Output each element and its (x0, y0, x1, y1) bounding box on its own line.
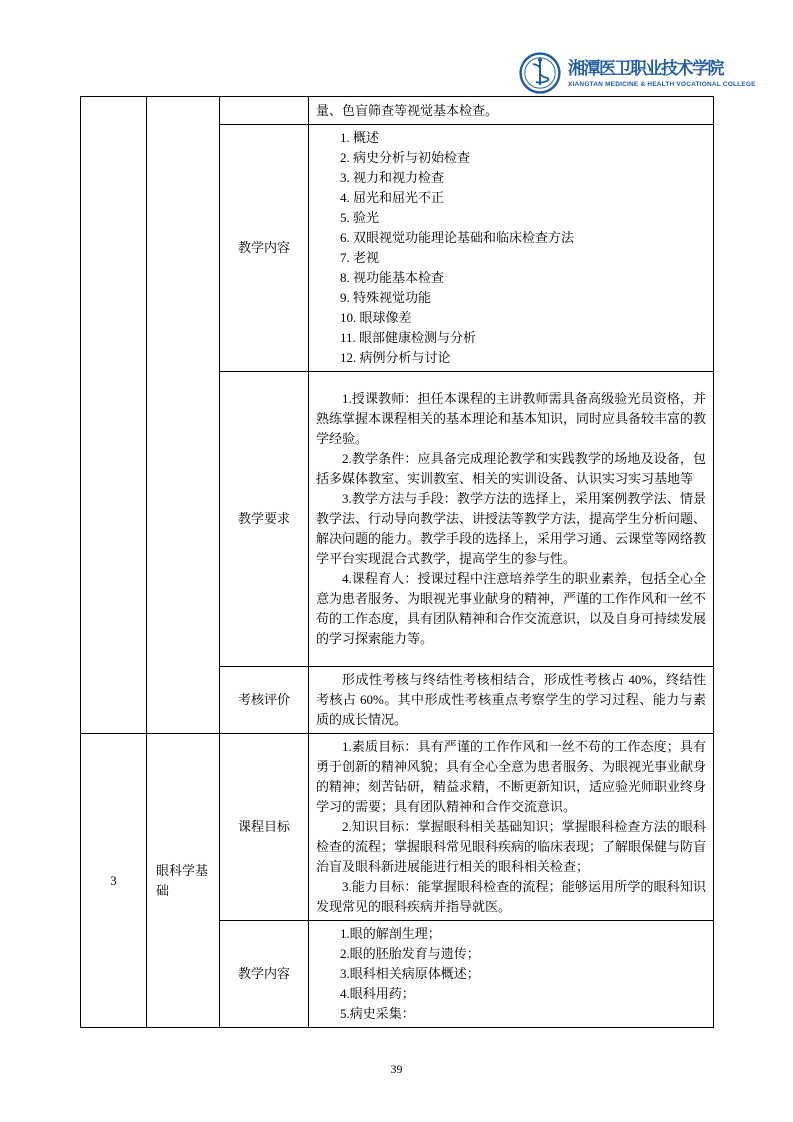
row-label-teaching-requirements: 教学要求 (220, 372, 309, 667)
list-item: 8. 视功能基本检查 (340, 270, 445, 285)
row-label-empty (220, 97, 309, 125)
list-item: 5.病史采集： (340, 1006, 415, 1021)
section-number (81, 734, 147, 1028)
teaching-requirements-cell (309, 372, 714, 667)
continuation-text: 量、色盲筛查等视觉基本检查。 (316, 102, 499, 118)
list-item: 4. 屈光和屈光不正 (340, 190, 445, 205)
syllabus-table (80, 96, 714, 1028)
course-name-cell (147, 734, 220, 1028)
paragraph: 4.课程育人：授课过程中注意培养学生的职业素养，包括全心全意为患者服务、为眼视光事业献身的精神，严谨的工作作风和一丝不苟的工作态度，具有团队精神和合作交流意识，以及自身可持续发展的学习探索能力等。 (316, 571, 707, 646)
paragraph: 1.素质目标：具有严谨的工作作风和一丝不苟的工作态度；具有勇于创新的精神风貌；具有全心全意为患者服务、为眼视光事业献身的精神；刻苦钻研，精益求精，不断更新知识，适应验光师职业终身学习的需要；具有团队精神和合作交流意识。 (316, 739, 707, 814)
list-item: 12. 病例分析与讨论 (340, 350, 451, 365)
assessment-cell (309, 667, 714, 734)
list-item: 7. 老视 (340, 250, 380, 265)
paragraph: 形成性考核与终结性考核相结合，形成性考核占 40%，终结性考核占 60%。其中形成性考核重点考察学生的学习过程、能力与素质的成长情况。 (316, 672, 706, 727)
course-name-text: 眼科学基础 (156, 862, 209, 898)
college-logo-icon (519, 52, 561, 94)
teaching-content-2-list (316, 924, 706, 1024)
college-name-en: XIANGTAN MEDICINE & HEALTH VOCATIONAL COLLEGE (568, 81, 756, 88)
row-label-assessment: 考核评价 (220, 667, 309, 734)
list-item: 2.眼的胚胎发育与遗传； (340, 946, 480, 961)
list-item: 10. 眼球像差 (340, 310, 412, 325)
paragraph: 3.教学方法与手段：教学方法的选择上，采用案例教学法、情景教学法、行动导向教学法、讲授法等教学方法，提高学生分析问题、解决问题的能力。教学手段的选择上，采用学习通、云课堂等网络教学平台实现混合式教学，提高学生的参与性。 (316, 491, 707, 566)
paragraph: 2.教学条件：应具备完成理论教学和实践教学的场地及设备，包括多媒体教室、实训教室、相关的实训设备、认识实习实习基地等 (316, 451, 706, 486)
list-item: 5. 验光 (340, 210, 380, 225)
section-number-cell-empty (81, 97, 147, 734)
page-number: 39 (390, 1062, 403, 1076)
college-name-block (568, 58, 756, 88)
list-item: 4.眼科用药； (340, 986, 415, 1001)
paragraph: 1.授课教师：担任本课程的主讲教师需具备高级验光员资格，并熟练掌握本课程相关的基本理论和基本知识，同时应具备较丰富的教学经验。 (316, 391, 707, 446)
row-label-course-objectives: 课程目标 (220, 734, 309, 921)
teaching-content-list (316, 128, 706, 368)
list-item: 1.眼的解剖生理； (340, 926, 441, 941)
list-item: 11. 眼部健康检测与分析 (340, 330, 477, 345)
college-header (519, 52, 756, 94)
list-item: 6. 双眼视觉功能理论基础和临床检查方法 (340, 230, 575, 245)
paragraph: 2.知识目标：掌握眼科相关基础知识；掌握眼科检查方法的眼科检查的流程；掌握眼科常见眼科疾病的临床表现；了解眼保健与防盲治盲及眼科新进展能进行相关的眼科相关检查； (316, 819, 707, 874)
list-item: 1. 概述 (340, 130, 380, 145)
row-label-teaching-content-2: 教学内容 (220, 921, 309, 1028)
paragraph: 3.能力目标：能掌握眼科检查的流程；能够运用所学的眼科知识发现常见的眼科疾病并指导就医。 (316, 879, 706, 914)
list-item: 3. 视力和视力检查 (340, 170, 445, 185)
list-item: 9. 特殊视觉功能 (340, 290, 432, 305)
continuation-cell (309, 97, 714, 125)
row-label-teaching-content: 教学内容 (220, 125, 309, 372)
section-number-text: 3 (110, 872, 117, 888)
list-item: 2. 病史分析与初始检查 (340, 150, 471, 165)
teaching-content-cell (309, 125, 714, 372)
course-objectives-cell (309, 734, 714, 921)
teaching-content-2-cell (309, 921, 714, 1028)
college-name-zh: 湘潭医卫职业技术学院 (568, 59, 723, 78)
table-row-course-objectives (81, 734, 714, 921)
list-item: 3.眼科相关病原体概述； (340, 966, 480, 981)
course-name-cell-empty (147, 97, 220, 734)
table-row-continuation (81, 97, 714, 125)
